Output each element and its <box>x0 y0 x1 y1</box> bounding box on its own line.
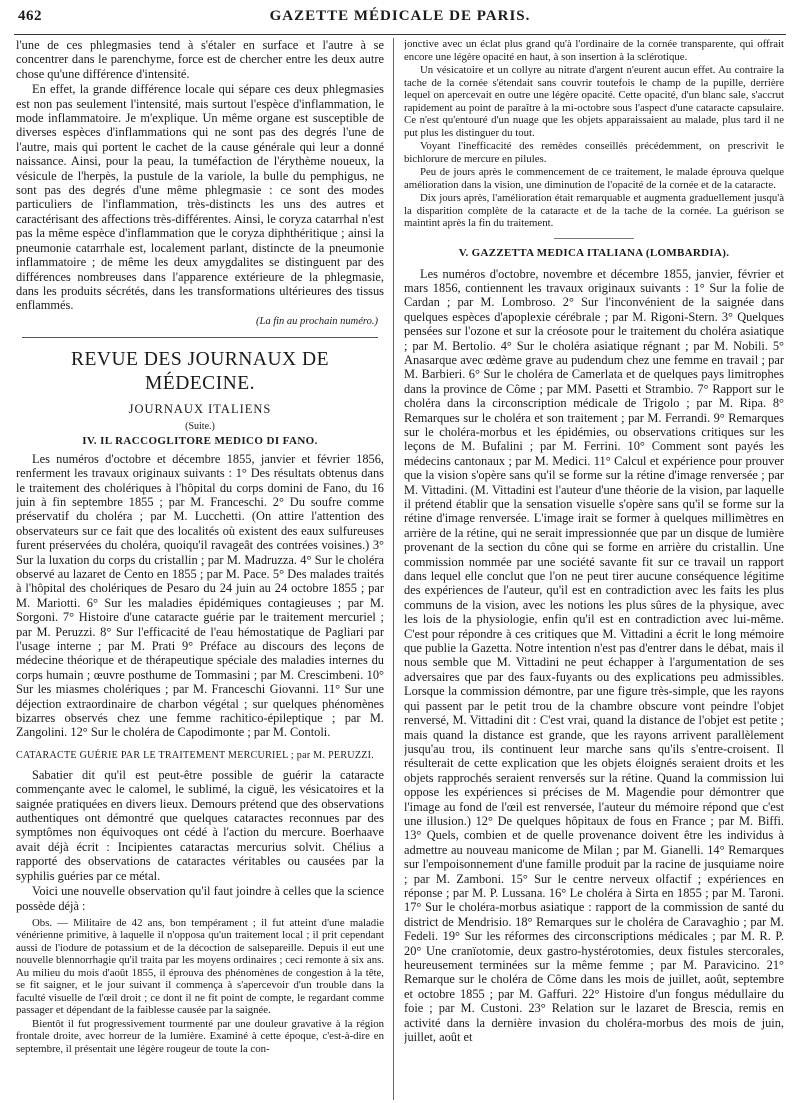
section-heading-block <box>404 238 784 259</box>
observation-text: Un vésicatoire et un collyre au nitrate d'argent n'eurent aucun effet. Au contraire la tache de la cornée s'étendait sans couvrir toutefois le champ de la pupille, derrière lequel on apercevait en outre une légère opacité. Cette opacité, d'un blanc sale, s'accrut rapidement au point de paraître à la mi-octobre sous l'aspect d'une cataracte capsulaire. Ce n'est qu'entouré d'un nuage que les objets apparaissaient au malade, plus tard il ne put plus les distinguer du tout. <box>404 64 784 139</box>
article-heading-text: CATARACTE GUÉRIE PAR LE TRAITEMENT MERCURIEL ; par M. PERUZZI. <box>16 749 375 761</box>
observation-text: Voyant l'inefficacité des remèdes conseillés précédemment, on prescrivit le bichlorure de mercure en pilules. <box>404 140 784 165</box>
observation-text: Peu de jours après le commencement de ce traitement, le malade éprouva quelque amélioration dans la vision, une diminution de l'opacité de la cornée et de la cataracte. <box>404 166 784 191</box>
review-title: REVUE DES JOURNAUX DE MÉDECINE. <box>70 348 330 394</box>
observation-text: Dix jours après, l'amélioration était remarquable et augmenta graduellement jusqu'à la disparition complète de la cataracte et de la tache de la cornée. La guérison se maintint après la fin du traitement. <box>404 192 784 229</box>
journals-subtitle: JOURNAUX ITALIENS <box>128 401 272 416</box>
page-number: 462 <box>18 8 42 24</box>
section-heading: IV. IL RACCOGLITORE MEDICO DI FANO. <box>82 434 318 447</box>
section-heading: V. GAZZETTA MEDICA ITALIANA (LOMBARDIA). <box>458 246 730 259</box>
paragraph: l'une de ces phlegmasies tend à s'étaler en surface et l'autre à se concentrer dans le parenchyme, force est de chercher entre les deux autre chose qu'une différence d'intensité. <box>16 38 384 81</box>
observation-text: Bientôt il fut progressivement tourmenté par une douleur gravative à la région frontale droite, avec horreur de la lumière. Examiné à cette époque, c'est-à-dire en septembre, il présentait une légère rougeur de toute la con- <box>16 1017 384 1055</box>
column-rule <box>393 38 394 1100</box>
page-header <box>14 2 786 32</box>
header-rule <box>14 34 786 35</box>
paragraph: Sabatier dit qu'il est peut-être possible de guérir la cataracte commençante avec le calomel, le sublimé, la ciguë, les vésicatoires et la saignée pratiquées en divers lieux. Demours prétend que des observations authentiques ont démontré que quelques cataractes reconnues par des symptômes non équivoques ont cédé à l'action du mercure. Boerhaave avait déjà écrit : Incipientes cataractas mercurius solvit. Chélius a rapporté des observations de cataractes véritables ou causées par la syphilis guéries par ce métal. <box>16 767 384 883</box>
paragraph: Voici une nouvelle observation qu'il faut joindre à celles que la science possède déjà : <box>16 884 384 913</box>
running-title: GAZETTE MÉDICALE DE PARIS. <box>269 8 531 24</box>
section-divider <box>22 337 378 338</box>
paragraph: Les numéros d'octobre et décembre 1855, janvier et février 1856, renferment les travaux originaux suivants : 1° Des résultats obtenus dans le traitement des cholériques à l'hôpital du corps domini de Fano, du 16 juin à fin septembre 1855 ; par M. Franceschi. 2° Du soufre comme préservatif du choléra ; par M. Lucchetti. (On attire l'attention des observateurs sur ce fait que des localités où existent des eaux sulfureuses furent préservées du choléra, quoiqu'il ravageât des contrées voisines.) 3° Sur la luxation du corps du cristallin ; par M. Madruzza. 4° Sur le choléra observé au lazaret de Cento en 1855 ; par M. Pace. 5° Des malades traités à l'hôpital des cholériques de Pesaro du 24 juin au 24 octobre 1855 ; par M. Mariotti. 6° Sur les maladies épidémiques contagieuses ; par M. Sorgoni. 7° Histoire d'une cataracte guérie par le traitement mercuriel ; par M. Peruzzi. 8° Sur l'efficacité de l'eau hémostatique de Pagliari par l'usage interne ; par M. Prati 9° Préface au discours des leçons de médecine théorique et de thérapeutique spéciale des maladies internes du corps humain ; œuvre posthume de Tommasini ; par M. Crescimbeni. 10° Sur les miasmes cholériques ; par M. Franceschi Giovanni. 11° Sur une déjection extraordinaire de charbon végétal ; sur quelques phénomènes bizarres observés chez une femme rachitico-épileptique ; par M. Zangolini. 12° Sur le choléra de Capodimonte ; par M. Contoli. <box>16 451 384 740</box>
article-heading <box>16 750 384 761</box>
observation-text: jonctive avec un éclat plus grand qu'à l'ordinaire de la cornée transparente, qui offrait encore une légère opacité en haut, à son insertion à la sclérotique. <box>404 38 784 63</box>
continuation-note: (La fin au prochain numéro.) <box>255 315 378 327</box>
paragraph: En effet, la grande différence locale qui sépare ces deux phlegmasies est non pas seulement l'intensité, mais surtout l'espèce d'inflammation, le mode inflammatoire. Je m'explique. Un même organe est susceptible de diverses espèces d'inflammations qui ne sont pas des degrés l'une de l'autre, mais qui portent le cachet de la cause générale qui leur a donné naissance. Ainsi, pour la peau, la tuméfaction de l'érythème noueux, la vésicule de l'herpès, la pustule de la variole, la bulle du pemphigus, ne sont pas des degrés d'une même phlegmasie : ce sont des modes particuliers de l'inflammation, très-distincts les uns des autres et caractérisant des affections très-différentes. Ainsi, le coryza catarrhal n'est pas la même espèce d'inflammation que le coryza diphthéritique ; ainsi la pneumonie catarrhale est, localement parlant, distincte de la pneumonie inflammatoire ; de même les deux amygdalites se distinguent par des différences nombreuses dans l'apparence extérieure de la phlegmasie, dans les produits sécrétés, dans les transformations ultérieures des tissus enflammés. <box>16 82 384 313</box>
right-column <box>404 38 784 1100</box>
paragraph: Les numéros d'octobre, novembre et décembre 1855, janvier, février et mars 1856, contiennent les travaux originaux suivants : 1° Sur la folie de Cardan ; par M. Lombroso. 2° Sur l'inconvénient de la saignée dans quelques espèces d'apoplexie cérébrale ; par M. Rigoni-Stern. 3° Quelques pensées sur l'ozone et sur la créosote pour le traitement du choléra asiatique ; par M. Bertolio. 4° Sur le choléra asiatique régnant ; par M. Nobili. 5° Anasarque avec œdème grave au pudendum chez une femme en travail ; par M. Barbieri. 6° Sur le choléra de Camerlata et de quelques pays limitrophes dans la province de Côme ; par MM. Pasetti et Strambio. 7° Rapport sur le choléra dans la circonscription médicale de Trigolo ; par M. Ripa. 8° Remarques sur le choléra et son traitement ; par M. Ferrandi. 9° Remarques sur le choléra-morbus et les épidémies, ou observations critiques sur les leçons de M. Bufalini ; par M. Ferrini. 10° Comment sont payés les médecins cantonaux ; par M. Medici. 11° Calcul et expérience pour prouver que la vision s'opère sans qu'il se forme sur la rétine d'image renversée ; par M. Vittadini. (M. Vittadini est l'auteur d'une théorie de la vision, par laquelle il prétend établir que la sensation visuelle s'opère sans qu'il se forme sur la rétine d'image renversée. L'image irait se former à quelques millimètres en arrière de la rétine, qui ne serait impressionnée que par un disque de lumière provenant de la section du cône qui se forme en arrière du cristallin. Une commission nommée par une société savante fit sur ce travail un rapport dans lequel elle conclut que l'on ne peut tirer aucune conséquence légitime des expériences de l'auteur, qu'il est en contradiction avec les faits les plus communs de la vision, avec les notions les plus sûres de la physique, avec les lois de la physiologie, enfin qu'il est en contradiction avec lui-même. C'est pour répondre à ces critiques que M. Vittadini a écrit le long mémoire que publie la Gazetta. Notre intention n'est pas d'entrer dans le débat, mais il nous semble que M. Vittadini ne peut échapper à l'argumentation de ses adversaires que par des faux-fuyants ou des explications peu admissibles. Lorsque la commission démontre, par une figure très-simple, que les rayons qui passent par le petit trou de la chambre obscure vont peindre l'objet renversé, M. Vittadini dit : C'est vrai, quand la distance de l'objet est petite ; mais quand la distance est grande, que les rayons arrivent parallèlement jusqu'au trou, ils continuent leur marche sans qu'ils s'entre-croisent. Il résulterait de cette explication que les objets éloignés seraient droits et les objets rapprochés seraient renversés sur la rétine. Quand la commission lui oppose les expériences si précises de M. Magendie pour démontrer que l'image au fond de l'œil est renversée, l'auteur du mémoire répond que c'est une illusion.) 12° De quelques hôpitaux de fous en France ; par M. Biffi. 13° Quels, combien et de quelle provenance doivent être les individus à admettre au nouveau manicome de Milan ; par M. Gianelli. 14° Remarques sur l'empoisonnement d'une famille produit par la racine de jusquiame noire ; par M. Zamboni. 15° Sur le centre nerveux olfactif ; expériences en réponse ; par M. P. Lussana. 16° Le choléra à Sirta en 1855 ; par M. Taroni. 17° Sur le choléra-morbus asiatique : rapport de la commission de santé du district de Mendrisio. 18° Remarques sur le choléra de Caravaghio ; par M. Fedeli. 19° Sur les réformes des circonscriptions médicales ; par M. R. P. 20° Une cranïotomie, deux gastro-hystérotomies, deux fistules stercorales, heureusement terminées sur la même femme ; par M. Paravicino. 21° Remarque sur le choléra de Côme dans les mois de juillet, août, septembre et octobre 1855 ; par M. Gaffuri. 22° Histoire d'un fongus médullaire du foie ; par M. Custoni. 23° Relation sur le lazaret de Brescia, remis en activité dans la dernière invasion du choléra-morbus des mois de juin, juillet, août et <box>404 266 784 1045</box>
left-column <box>16 38 384 1100</box>
observation-text: Obs. — Militaire de 42 ans, bon tempérament ; il fut atteint d'une maladie vénérienne primitive, à laquelle il n'opposa qu'un traitement local ; il prit cependant aussi de l'iodure de potassium et de la décoction de salsepareille. Depuis il eut une nouvelle blennorrhagie qu'il traita par les moyens ordinaires ; ceci remonte à six ans. Au milieu du mois d'août 1855, il éprouva des phénomènes de congestion à la tête, se fit saigner, et le jour suivant il commença à s'apercevoir d'un trouble dans la faculté visuelle de l'œil droit ; ce dont il ne fit point de compte, le regardant comme passager et dépendant de la faiblesse causée par la saignée. <box>16 916 384 1017</box>
suite-note: (Suite.) <box>185 420 215 432</box>
section-divider <box>554 238 634 239</box>
